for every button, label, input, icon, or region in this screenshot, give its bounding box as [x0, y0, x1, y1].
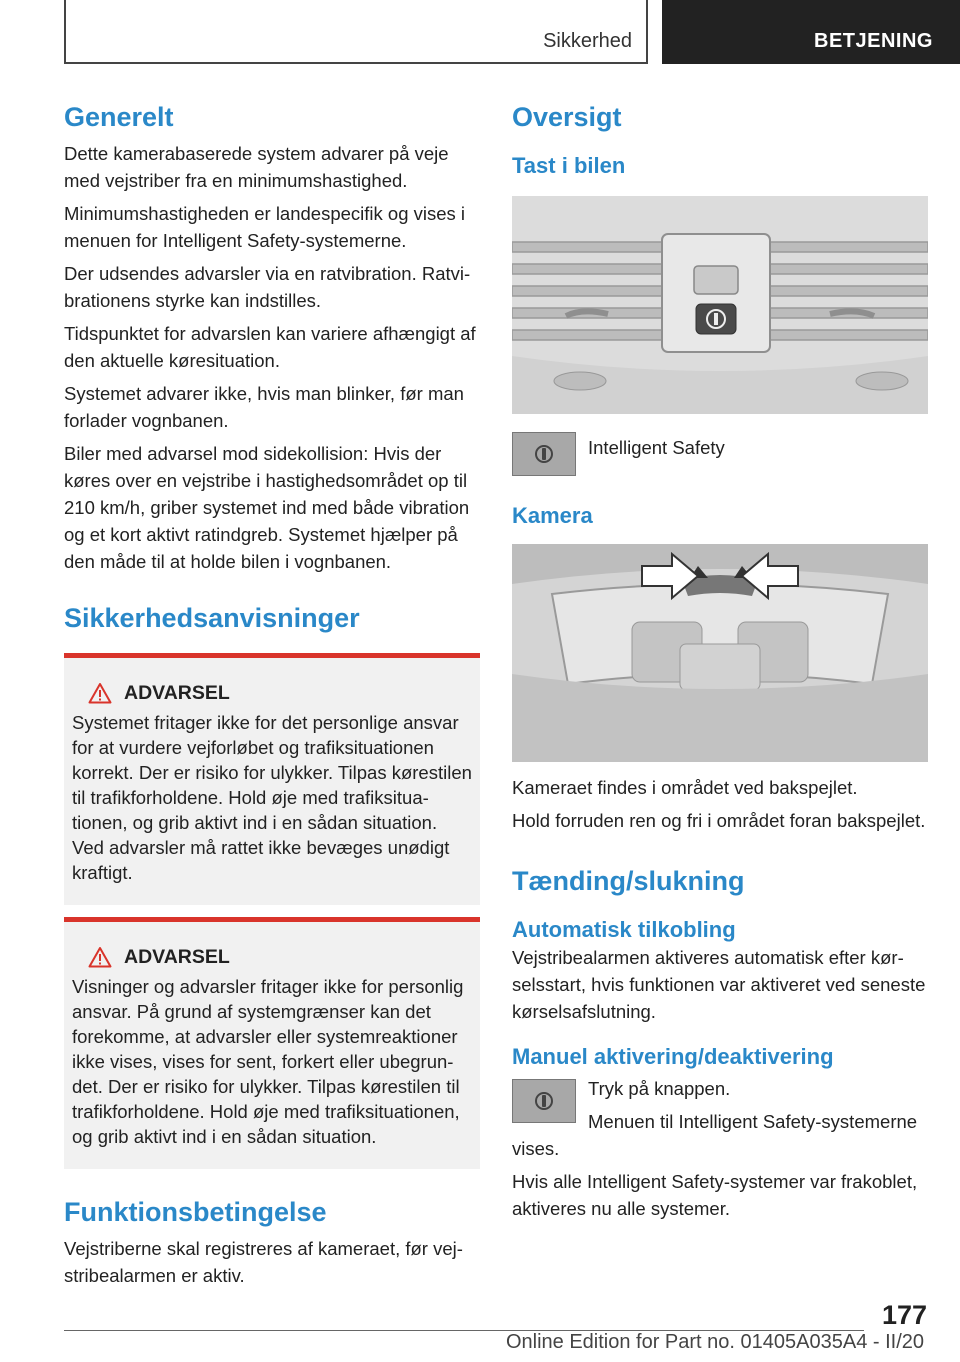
generelt-paragraph-2: Minimumshastigheden er landespecifik og vises i menuen for Intelligent Safety-systemerne. [64, 203, 466, 251]
taending-heading: Tænding/slukning [512, 866, 745, 896]
warning-box-2 [64, 917, 480, 1169]
generelt-heading: Generelt [64, 102, 174, 132]
generelt-paragraph-1: Dette kamerabaserede system advarer på veje med vejstriber fra en minimumshastighed. [64, 143, 449, 191]
kamera-heading: Kamera [512, 503, 593, 528]
generelt-paragraph-6: Biler med advarsel mod sidekollision: Hvis der køres over en vejstribe i hastighedsområdet op til 210 km/h, griber systemet ind med både vibration og et kort aktivt ratindgreb. Systemet hjælper på den måde til at holde bilen i vognbanen. [64, 443, 470, 572]
warning-box-1 [64, 653, 480, 905]
auto-heading: Automatisk tilkobling [512, 917, 736, 942]
warning-title-2 [88, 944, 472, 970]
warning-title-1 [88, 680, 472, 706]
generelt-paragraph-5: Systemet advarer ikke, hvis man blinker, før man forlader vognbanen. [64, 383, 464, 431]
page-number: 177 [882, 1300, 928, 1330]
warning-label-2: ADVARSEL [124, 946, 230, 968]
manuel-menu: Menuen til Intelligent Safety-systemerne vises. [512, 1111, 918, 1159]
manuel-paragraph: Hvis alle Intelligent Safety-systemer var frakoblet, aktiveres nu alle systemer. [512, 1171, 918, 1219]
intelligent-safety-icon [533, 1090, 555, 1112]
right-column [512, 100, 928, 1222]
warning-label-1: ADVARSEL [124, 682, 230, 704]
footer-edition: Online Edition for Part no. 01405A035A4 - II/20 [505, 1331, 924, 1353]
interior-camera-image [512, 544, 928, 762]
console-button-illustration [512, 196, 928, 414]
generelt-paragraph-3: Der udsendes advarsler via en ratvibration. Ratvibrationens styrke kan indstilles. [64, 263, 471, 311]
header-chapter-tab [662, 0, 960, 64]
oversigt-heading: Oversigt [512, 102, 622, 132]
funktion-heading: Funktionsbetingelse [64, 1197, 327, 1227]
manuel-heading: Manuel aktivering/deaktivering [512, 1044, 834, 1069]
warning-text-1: Systemet fritager ikke for det personlige ansvar for at vurdere vejforløbet og trafiksituationen korrekt. Der er risiko for ulykker. Tilpas kørestilen til trafikforholdene. Hold øje med trafiksituationen, og grib aktivt ind i en sådan situation. Ved advarsler må rattet ikke bevæges unødigt kraftigt. [72, 712, 472, 883]
intelligent-safety-label: Intelligent Safety [588, 437, 725, 458]
warning-text-2: Visninger og advarsler fritager ikke for personlig ansvar. På grund af systemgrænser kan det forekomme, at advarsler eller systemreaktioner ikke vises, vises for sent, forkert eller ubegrundet. Der er risiko for ulykker. Tilpas kørestilen til trafikforholdene. Hold øje med trafiksituationen, og grib aktivt ind i en sådan situation. [72, 976, 464, 1147]
header-section-label: Sikkerhed [543, 30, 632, 52]
warning-triangle-icon [88, 682, 112, 704]
camera-illustration [512, 544, 928, 762]
header-chapter-label: BETJENING [814, 30, 933, 52]
funktion-paragraph: Vejstriberne skal registreres af kameraet, før vejstribealarmen er aktiv. [64, 1238, 463, 1286]
tast-heading: Tast i bilen [512, 153, 626, 178]
manuel-button[interactable] [512, 1079, 576, 1123]
generelt-paragraph-4: Tidspunktet for advarslen kan variere afhængigt af den aktuelle køresituation. [64, 323, 476, 371]
left-column [64, 100, 480, 1289]
intelligent-safety-icon [533, 443, 555, 465]
auto-paragraph: Vejstribealarmen aktiveres automatisk efter kørselsstart, hvis funktionen var aktiveret ved seneste kørselsafslutning. [512, 947, 926, 1022]
manuel-step: Tryk på knappen. [588, 1078, 731, 1099]
warning-triangle-icon [88, 946, 112, 968]
intelligent-safety-row [512, 432, 928, 476]
kamera-paragraph-2: Hold forruden ren og fri i området foran bakspejlet. [512, 810, 926, 831]
intelligent-safety-button[interactable] [512, 432, 576, 476]
header-section-tab [64, 0, 648, 64]
safety-heading: Sikkerhedsanvisninger [64, 603, 360, 633]
kamera-paragraph-1: Kameraet findes i området ved bakspejlet. [512, 777, 858, 798]
air-vent-image [512, 196, 928, 414]
